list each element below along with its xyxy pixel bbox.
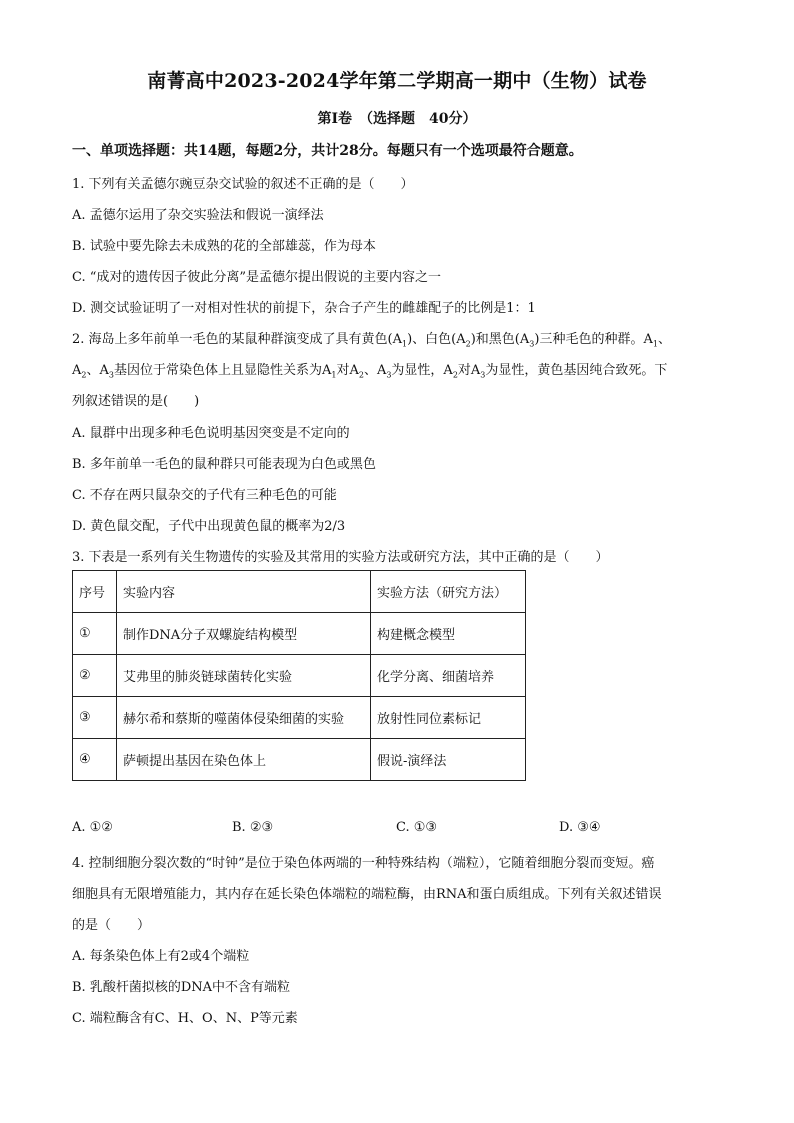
table-cell: 放射性同位素标记 [371, 697, 526, 739]
table-cell: ④ [73, 739, 117, 781]
q2-option-c: C. 不存在两只鼠杂交的子代有三种毛色的可能 [72, 488, 337, 503]
q4-option-c: C. 端粒酶含有C、H、O、N、P等元素 [72, 1011, 298, 1026]
table-header-row [73, 571, 526, 613]
q3-option-b: B. ②③ [232, 820, 274, 835]
q2-option-b: B. 多年前单一毛色的鼠种群只可能表现为白色或黑色 [72, 457, 376, 472]
q1-option-a: A. 孟德尔运用了杂交实验法和假说一演绎法 [72, 208, 324, 223]
q4-stem-line2: 细胞具有无限增殖能力，其内存在延长染色体端粒的端粒酶，由RNA和蛋白质组成。下列有关叙述错误 [72, 887, 662, 902]
table-header-cell: 序号 [73, 571, 117, 613]
table-cell: 制作DNA分子双螺旋结构模型 [117, 613, 371, 655]
part-subtitle: 第Ⅰ卷 （选择题 40分） [317, 111, 477, 127]
table-header-cell: 实验内容 [117, 571, 371, 613]
q2-stem-line1: 2. 海岛上多年前单一毛色的某鼠种群演变成了具有黄色$(A_1)$、白色$(A_2)$和黑色$(A_3)$三种毛色的种群。$A_1$、 [72, 332, 671, 349]
q3-option-d: D. ③④ [559, 820, 601, 835]
table-cell: 赫尔希和蔡斯的噬菌体侵染细菌的实验 [117, 697, 371, 739]
table-row [73, 655, 526, 697]
table-row [73, 739, 526, 781]
table-cell: 化学分离、细菌培养 [371, 655, 526, 697]
q3-option-c: C. ①③ [396, 820, 438, 835]
table-header-cell: 实验方法（研究方法） [371, 571, 526, 613]
q1-stem: 1. 下列有关孟德尔豌豆杂交试验的叙述不正确的是（ ） [72, 177, 414, 192]
q3-stem: 3. 下表是一系列有关生物遗传的实验及其常用的实验方法或研究方法，其中正确的是（ ） [72, 550, 609, 565]
q4-stem-line1: 4. 控制细胞分裂次数的“时钟”是位于染色体两端的一种特殊结构（端粒），它随着细胞分裂而变短。癌 [72, 856, 655, 871]
section-heading: 一、单项选择题：共14题，每题2分，共计28分。每题只有一个选项最符合题意。 [72, 143, 583, 159]
table-cell: 艾弗里的肺炎链球菌转化实验 [117, 655, 371, 697]
q4-stem-line3: 的是（ ） [72, 918, 151, 933]
table-cell: ② [73, 655, 117, 697]
table-cell: 构建概念模型 [371, 613, 526, 655]
table-cell: 萨顿提出基因在染色体上 [117, 739, 371, 781]
table-cell: ① [73, 613, 117, 655]
q3-option-a: A. ①② [72, 820, 113, 835]
q2-stem-line2: $A_2$、$A_3$基因位于常染色体上且显隐性关系为$A_1$对$A_2$、$A_3$为显性，$A_2$对$A_3$为显性，黄色基因纯合致死。下 [72, 363, 668, 380]
q2-stem-line3: 列叙述错误的是( ) [72, 394, 200, 409]
page-title: 南菁高中2023-2024学年第二学期高一期中（生物）试卷 [147, 70, 647, 92]
q1-option-d: D. 测交试验证明了一对相对性状的前提下，杂合子产生的雌雄配子的比例是1：1 [72, 301, 536, 316]
q4-option-b: B. 乳酸杆菌拟核的DNA中不含有端粒 [72, 980, 291, 995]
table-row [73, 697, 526, 739]
q4-option-a: A. 每条染色体上有2或4个端粒 [72, 949, 250, 964]
q1-option-b: B. 试验中要先除去未成熟的花的全部雄蕊，作为母本 [72, 239, 376, 254]
table-row [73, 613, 526, 655]
q1-option-c: C. “成对的遗传因子彼此分离”是孟德尔提出假说的主要内容之一 [72, 270, 442, 285]
q2-option-d: D. 黄色鼠交配，子代中出现黄色鼠的概率为2/3 [72, 519, 346, 534]
q2-option-a: A. 鼠群中出现多种毛色说明基因突变是不定向的 [72, 426, 350, 441]
q3-table [72, 570, 526, 781]
table-cell: 假说-演绎法 [371, 739, 526, 781]
table-cell: ③ [73, 697, 117, 739]
